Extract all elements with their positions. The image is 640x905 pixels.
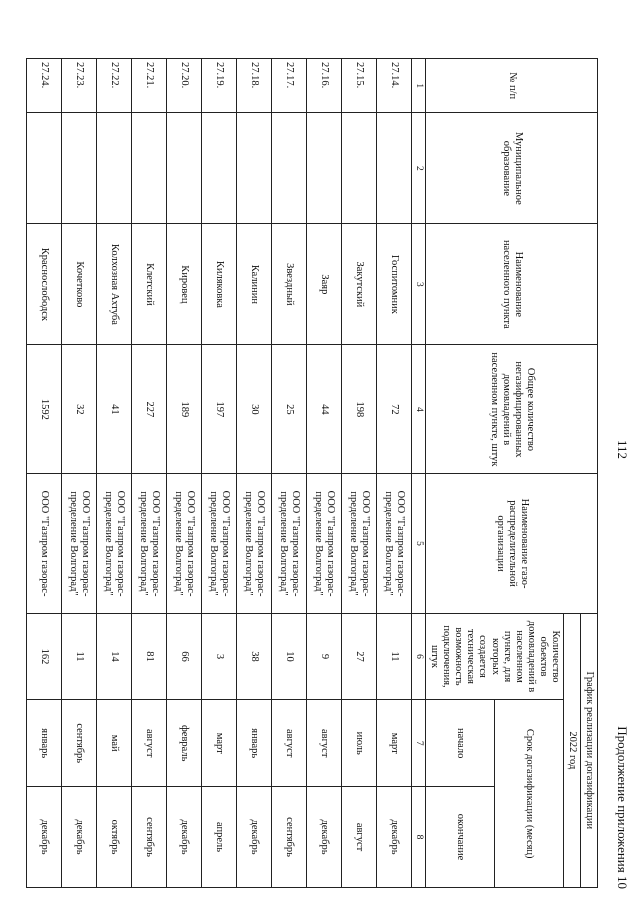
- row-municipality: [27, 113, 62, 224]
- header-term: Срок догазификации (месяц): [495, 700, 564, 888]
- row-count: 27: [342, 613, 377, 700]
- row-place: Колхозная Ахтуба: [97, 224, 132, 345]
- row-start: февраль: [167, 700, 202, 787]
- row-org: ООО "Газпром газорас-пределение Волгоград": [202, 474, 237, 613]
- column-numbers-row: [412, 59, 426, 888]
- row-end: декабрь: [237, 787, 272, 888]
- row-org: ООО "Газпром газорас-пределение Волгоград": [342, 474, 377, 613]
- row-start: май: [97, 700, 132, 787]
- table-row: [377, 59, 412, 888]
- col-number: 4: [412, 345, 426, 474]
- row-org: ООО "Газпром газорас-пределение Волгоград": [237, 474, 272, 613]
- row-org: ООО "Газпром газорас-пределение Волгоград": [62, 474, 97, 613]
- row-number: 27.16.: [307, 59, 342, 113]
- row-end: декабрь: [377, 787, 412, 888]
- row-end: декабрь: [167, 787, 202, 888]
- row-count: 11: [377, 613, 412, 700]
- row-municipality: [377, 113, 412, 224]
- row-count: 10: [272, 613, 307, 700]
- row-place: Калинин: [237, 224, 272, 345]
- header-total-households: Общее количество негазифицированных домовладений в населенном пункте, штук: [426, 345, 598, 474]
- header-schedule-group: График реализации догазификации: [580, 613, 597, 887]
- row-org: ООО "Газпром газорас-пределение Волгоград": [377, 474, 412, 613]
- row-place: Клетский: [132, 224, 167, 345]
- row-municipality: [342, 113, 377, 224]
- col-number: 7: [412, 700, 426, 787]
- row-org: ООО "Газпром газорас-пределение Волгоград": [167, 474, 202, 613]
- table-row: [62, 59, 97, 888]
- row-count: 81: [132, 613, 167, 700]
- table-row: [27, 59, 62, 888]
- row-start: август: [272, 700, 307, 787]
- row-start: март: [377, 700, 412, 787]
- row-start: сентябрь: [62, 700, 97, 787]
- row-number: 27.24.: [27, 59, 62, 113]
- row-count: 38: [237, 613, 272, 700]
- row-municipality: [132, 113, 167, 224]
- continuation-label: Продолжение приложения 10: [615, 726, 630, 889]
- col-number: 8: [412, 787, 426, 888]
- row-place: Звездный: [272, 224, 307, 345]
- row-municipality: [272, 113, 307, 224]
- table-row: [272, 59, 307, 888]
- row-start: январь: [237, 700, 272, 787]
- row-start: январь: [27, 700, 62, 787]
- row-place: Госпитомник: [377, 224, 412, 345]
- row-total-households: 198: [342, 345, 377, 474]
- row-number: 27.21.: [132, 59, 167, 113]
- col-number: 1: [412, 59, 426, 113]
- row-number: 27.18.: [237, 59, 272, 113]
- row-number: 27.20.: [167, 59, 202, 113]
- row-total-households: 1592: [27, 345, 62, 474]
- row-municipality: [167, 113, 202, 224]
- row-number: 27.14.: [377, 59, 412, 113]
- row-count: 66: [167, 613, 202, 700]
- row-org: ООО "Газпром газорас-пределение Волгоград": [97, 474, 132, 613]
- row-municipality: [62, 113, 97, 224]
- row-total-households: 41: [97, 345, 132, 474]
- row-total-households: 44: [307, 345, 342, 474]
- row-place: Заяр: [307, 224, 342, 345]
- row-total-households: 32: [62, 345, 97, 474]
- row-start: март: [202, 700, 237, 787]
- row-municipality: [202, 113, 237, 224]
- table-row: [167, 59, 202, 888]
- header-start: начало: [426, 700, 495, 787]
- row-place: Киляковка: [202, 224, 237, 345]
- row-start: август: [132, 700, 167, 787]
- header-end: окончание: [426, 787, 495, 888]
- table-row: [132, 59, 167, 888]
- row-org: ООО "Газпром газорас-пределение Волгоград": [132, 474, 167, 613]
- row-number: 27.22.: [97, 59, 132, 113]
- row-org: ООО "Газпром газорас-пределение Волгоград": [307, 474, 342, 613]
- row-total-households: 25: [272, 345, 307, 474]
- row-total-households: 72: [377, 345, 412, 474]
- row-municipality: [237, 113, 272, 224]
- row-place: Кировец: [167, 224, 202, 345]
- header-count: Количество объектов домовладений в населенном пункте, для которых создается техническая возможность подключения, штук: [426, 613, 564, 700]
- table-row: [307, 59, 342, 888]
- table-row: [237, 59, 272, 888]
- row-count: 11: [62, 613, 97, 700]
- row-start: август: [307, 700, 342, 787]
- table-row: [202, 59, 237, 888]
- row-end: апрель: [202, 787, 237, 888]
- table-row: [342, 59, 377, 888]
- row-count: 14: [97, 613, 132, 700]
- row-org: ООО "Газпром газорас-: [27, 474, 62, 613]
- col-number: 3: [412, 224, 426, 345]
- table-body: [27, 59, 412, 888]
- row-place: Кочетково: [62, 224, 97, 345]
- header-place: Наименование населенного пункта: [426, 224, 598, 345]
- col-number: 6: [412, 613, 426, 700]
- row-org: ООО "Газпром газорас-пределение Волгоград": [272, 474, 307, 613]
- row-count: 9: [307, 613, 342, 700]
- row-start: июль: [342, 700, 377, 787]
- row-count: 162: [27, 613, 62, 700]
- header-year: 2022 год: [563, 613, 580, 887]
- row-number: 27.17.: [272, 59, 307, 113]
- row-place: Краснослободск: [27, 224, 62, 345]
- row-count: 3: [202, 613, 237, 700]
- gasification-table: [26, 58, 598, 888]
- header-num: № п/п: [426, 59, 598, 113]
- row-end: сентябрь: [132, 787, 167, 888]
- row-total-households: 197: [202, 345, 237, 474]
- row-municipality: [307, 113, 342, 224]
- header-org: Наименование газо-распределительной организации: [426, 474, 598, 613]
- row-end: декабрь: [27, 787, 62, 888]
- header-municipality: Муниципальное образование: [426, 113, 598, 224]
- table-row: [97, 59, 132, 888]
- col-number: 5: [412, 474, 426, 613]
- row-total-households: 227: [132, 345, 167, 474]
- row-end: сентябрь: [272, 787, 307, 888]
- row-end: декабрь: [307, 787, 342, 888]
- row-number: 27.15.: [342, 59, 377, 113]
- row-total-households: 189: [167, 345, 202, 474]
- row-number: 27.19.: [202, 59, 237, 113]
- row-municipality: [97, 113, 132, 224]
- page-number: 112: [615, 440, 630, 460]
- row-end: октябрь: [97, 787, 132, 888]
- row-end: август: [342, 787, 377, 888]
- row-end: декабрь: [62, 787, 97, 888]
- row-total-households: 30: [237, 345, 272, 474]
- row-place: Закутский: [342, 224, 377, 345]
- row-number: 27.23.: [62, 59, 97, 113]
- col-number: 2: [412, 113, 426, 224]
